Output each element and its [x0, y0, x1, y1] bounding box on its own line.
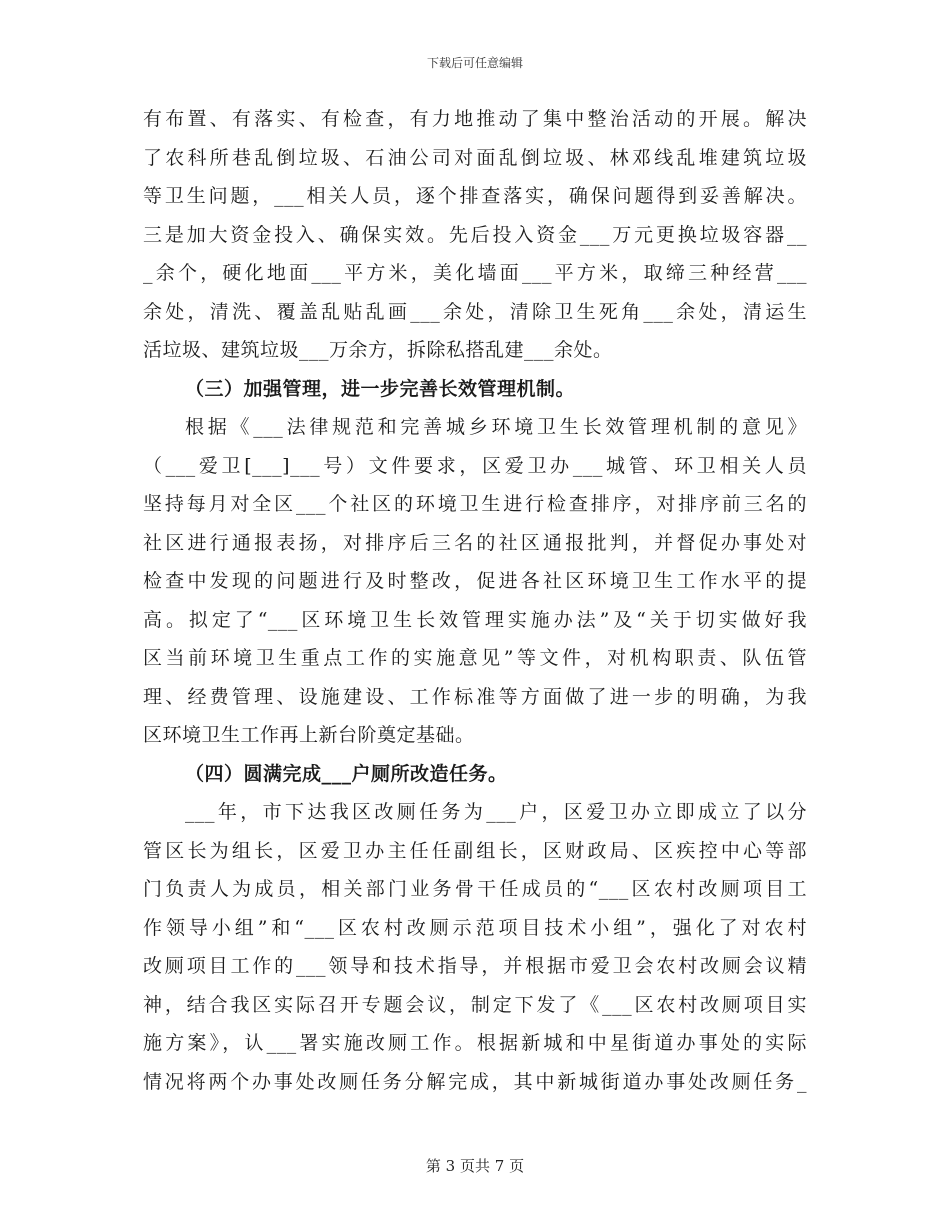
text-line: 管区长为组长，区爱卫办主任任副组长，区财政局、区疾控中心等部 [143, 839, 807, 862]
section-heading-4: （四）圆满完成___户厕所改造任务。 [185, 762, 508, 785]
text-line: 活垃圾、建筑垃圾___万余方，拆除私搭乱建___余处。 [143, 339, 613, 361]
text-line: 施方案》，认___署实施改厕工作。根据新城和中星街道办事处的实际 [143, 1032, 807, 1054]
text-line: 三是加大资金投入、确保实效。先后投入资金___万元更换垃圾容器__ [143, 223, 807, 246]
text-line: 余处，清洗、覆盖乱贴乱画___余处，清除卫生死角___余处，清运生 [143, 300, 807, 323]
text-line: 检查中发现的问题进行及时整改，促进各社区环境卫生工作水平的提 [143, 570, 807, 592]
paragraph-toilet-renovation [143, 793, 807, 1101]
page-number: 第 3 页共 7 页 [425, 1157, 525, 1175]
section-heading-3: （三）加强管理，进一步完善长效管理机制。 [185, 377, 576, 400]
text-line: 坚持每月对全区___个社区的环境卫生进行检查排序，对排序前三名的 [143, 493, 807, 515]
text-line: 门负责人为成员，相关部门业务骨干任成员的“___区农村改厕项目工 [143, 878, 807, 900]
text-line: ___年，市下达我区改厕任务为___户，区爱卫办立即成立了以分 [185, 801, 807, 823]
text-line: 区环境卫生工作再上新台阶奠定基础。 [143, 724, 475, 746]
paragraph-long-term-mechanism [143, 408, 807, 755]
text-line: 区当前环境卫生重点工作的实施意见”等文件，对机构职责、队伍管 [143, 647, 807, 669]
text-line: 高。拟定了“___区环境卫生长效管理实施办法”及“关于切实做好我 [143, 608, 807, 631]
text-line: 等卫生问题，___相关人员，逐个排查落实，确保问题得到妥善解决。 [143, 185, 807, 207]
text-line: 神，结合我区实际召开专题会议，制定下发了《___区农村改厕项目实 [143, 993, 807, 1016]
text-line: 理、经费管理、设施建设、工作标准等方面做了进一步的明确，为我 [143, 685, 807, 708]
document-body [143, 100, 807, 1101]
text-line: 情况将两个办事处改厕任务分解完成，其中新城街道办事处改厕任务_ [143, 1070, 807, 1093]
text-line: 有布置、有落实、有检查，有力地推动了集中整治活动的开展。解决 [143, 108, 807, 130]
text-line: 作领导小组”和“___区农村改厕示范项目技术小组”，强化了对农村 [143, 916, 807, 939]
text-line: 了农科所巷乱倒垃圾、石油公司对面乱倒垃圾、林邓线乱堆建筑垃圾 [143, 146, 807, 169]
text-line: _余个，硬化地面___平方米，美化墙面___平方米，取缔三种经营___ [143, 262, 807, 284]
paragraph-campaign-results [143, 100, 807, 370]
text-line: （___爱卫[___]___号）文件要求，区爱卫办___城管、环卫相关人员 [143, 454, 807, 477]
text-line: 改厕项目工作的___领导和技术指导，并根据市爱卫会农村改厕会议精 [143, 955, 807, 977]
text-line: 根据《___法律规范和完善城乡环境卫生长效管理机制的意见》 [185, 416, 807, 438]
page-header-note: 下载后可任意编辑 [426, 56, 523, 70]
text-line: 社区进行通报表扬，对排序后三名的社区通报批判，并督促办事处对 [143, 531, 807, 554]
